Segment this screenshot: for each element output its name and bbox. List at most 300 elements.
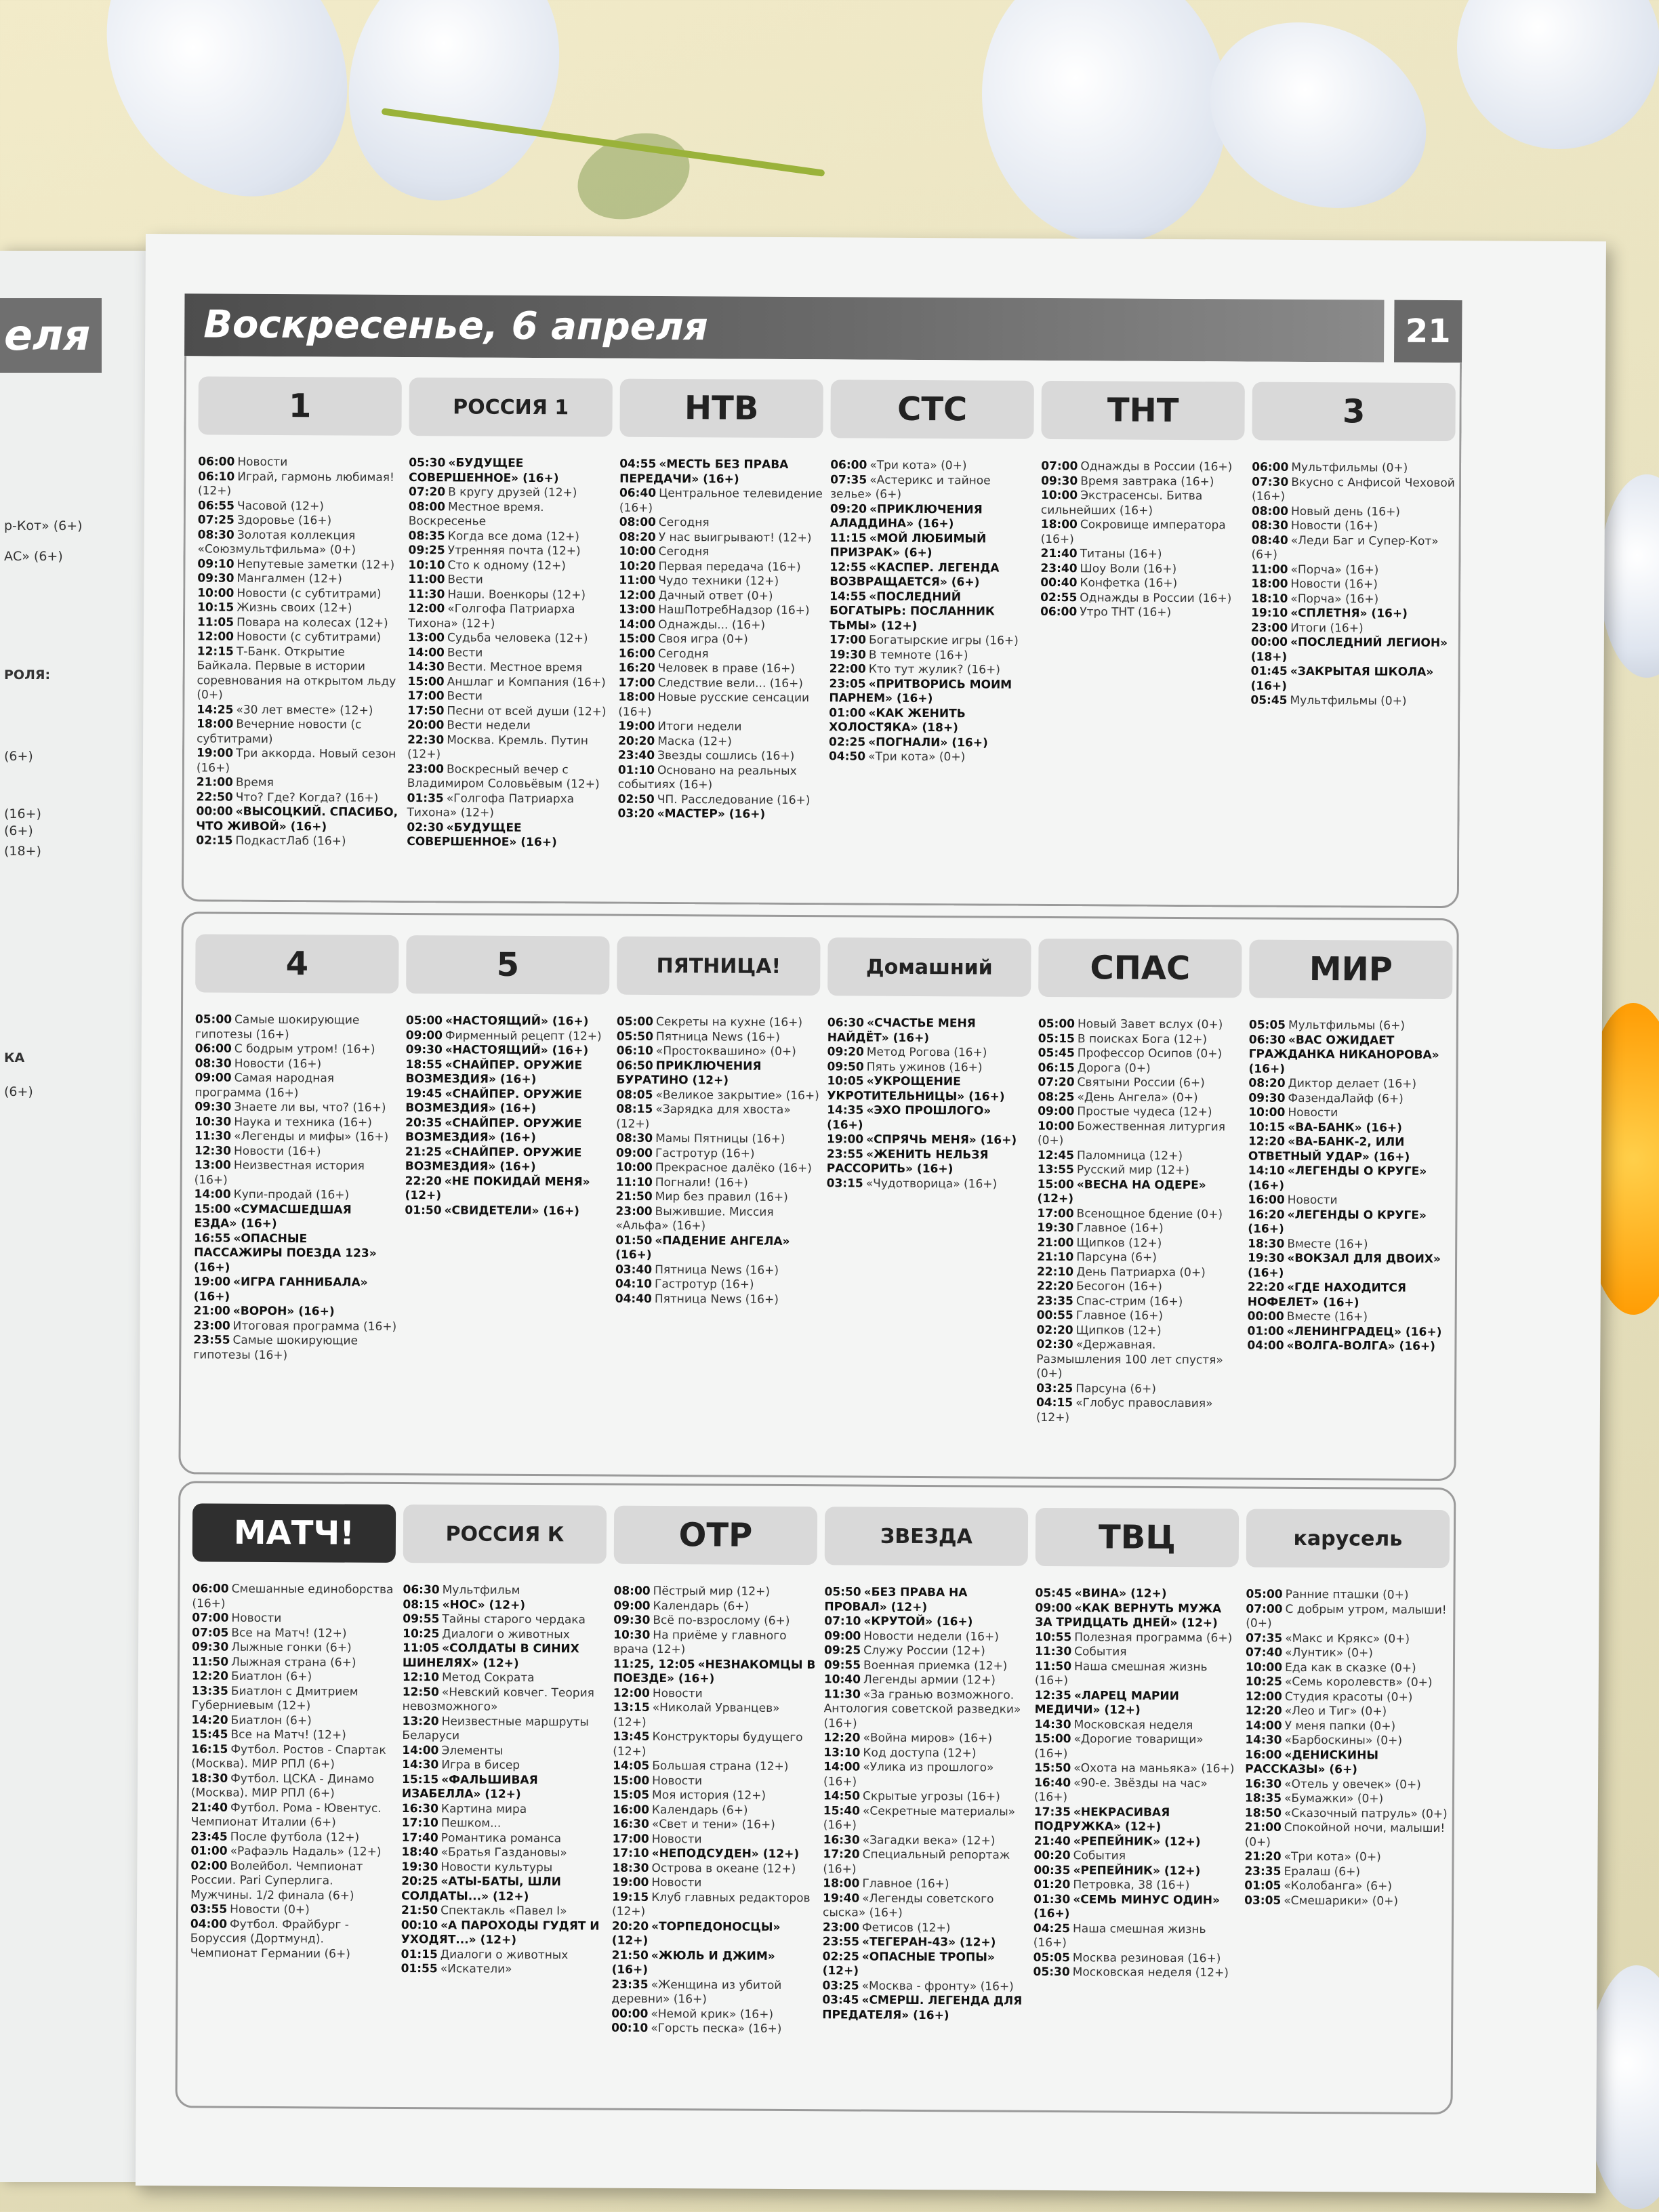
program-time: 01:00 (190, 1844, 228, 1858)
program-title: Вместе (16+) (1287, 1237, 1368, 1251)
program-entry (1246, 1602, 1449, 1633)
program-title: Кто тут жулик? (16+) (868, 662, 1000, 677)
program-title: В темноте (16+) (868, 648, 968, 662)
program-time: 02:30 (1036, 1337, 1073, 1352)
program-entry (1033, 1892, 1237, 1923)
program-title: «МАСТЕР» (16+) (657, 806, 766, 821)
program-title: Итоги (16+) (1290, 621, 1364, 635)
program-title: Легенды армии (12+) (863, 1673, 996, 1687)
program-time: 11:05 (197, 615, 234, 630)
program-title: «РЕПЕЙНИК» (12+) (1073, 1834, 1201, 1849)
program-entry (402, 1831, 605, 1847)
program-entry (1245, 1719, 1448, 1734)
program-title: Судьба человека (12+) (447, 631, 588, 646)
program-title: «БУДУЩЕЕ СОВЕРШЕННОЕ» (16+) (407, 820, 557, 850)
program-title: «ЖЮЛЬ И ДЖИМ» (16+) (611, 1948, 775, 1977)
flower-petal (960, 0, 1249, 263)
program-entry (823, 1935, 1026, 1950)
program-time: 23:35 (1244, 1864, 1282, 1879)
program-time: 18:30 (612, 1861, 649, 1875)
leaf-shape (566, 119, 702, 234)
program-entry (194, 1275, 397, 1305)
program-title: «ОПАСНЫЕ ПАССАЖИРЫ ПОЕЗДА 123» (16+) (193, 1231, 377, 1275)
program-entry (1248, 1237, 1451, 1252)
program-entry (197, 557, 401, 573)
program-time: 14:30 (407, 660, 445, 674)
program-title: Утро ТНТ (16+) (1080, 605, 1172, 619)
program-entry (1041, 489, 1244, 519)
program-entry (1252, 519, 1455, 535)
program-time: 19:30 (401, 1860, 438, 1874)
program-title: Новости (237, 455, 288, 470)
program-time: 11:30 (194, 1129, 232, 1143)
program-time: 16:00 (1245, 1748, 1282, 1762)
program-time: 01:05 (1244, 1879, 1282, 1893)
program-title: Паломница (12+) (1076, 1148, 1183, 1163)
program-title: Сокровище императора (16+) (1040, 518, 1226, 546)
program-title: «СНАЙПЕР. ОРУЖИЕ ВОЗМЕЗДИЯ» (16+) (405, 1057, 583, 1087)
program-entry (1036, 1338, 1240, 1382)
program-title: Новый день (16+) (1290, 504, 1401, 519)
program-time: 11:50 (1034, 1659, 1072, 1673)
program-time: 02:30 (407, 820, 444, 834)
program-time: 16:00 (1248, 1193, 1285, 1207)
program-entry (1038, 1119, 1241, 1149)
channel-column (1247, 940, 1452, 1355)
program-time: 07:10 (824, 1614, 861, 1629)
program-title: Биатлон (6+) (230, 1669, 312, 1684)
program-time: 05:05 (1248, 1018, 1286, 1032)
program-time: 06:00 (198, 455, 235, 469)
program-title: «Бумажки» (0+) (1284, 1791, 1384, 1806)
program-title: Знаете ли вы, что? (16+) (234, 1100, 386, 1115)
program-time: 03:15 (826, 1176, 863, 1191)
program-title: Новости (0+) (230, 1902, 310, 1917)
program-entry (1246, 1689, 1449, 1705)
program-time: 15:00 (407, 674, 445, 689)
program-time: 05:15 (1038, 1031, 1075, 1046)
program-time: 12:15 (197, 644, 234, 659)
program-time: 06:30 (403, 1583, 440, 1597)
program-entry (619, 647, 822, 662)
program-time: 17:00 (829, 633, 867, 647)
left-fragment-text: р-Кот» (6+) (4, 518, 83, 533)
program-entry (194, 1202, 397, 1233)
program-entry (618, 691, 821, 721)
program-title: «СПЛЕТНЯ» (16+) (1290, 606, 1408, 621)
program-title: «ВА-БАНК» (16+) (1288, 1120, 1403, 1135)
program-entry (1246, 1660, 1449, 1676)
program-entry (1245, 1821, 1448, 1851)
program-title: Новости (1287, 1193, 1338, 1208)
program-entry (613, 1686, 817, 1702)
program-entry (190, 1902, 394, 1918)
program-time: 23:40 (617, 748, 655, 762)
program-time: 01:10 (617, 763, 655, 777)
program-entry (408, 602, 611, 632)
program-title: «МЕСТЬ БЕЗ ПРАВА ПЕРЕДАЧИ» (16+) (619, 457, 789, 487)
program-title: «Лео и Тиг» (0+) (1284, 1704, 1387, 1719)
program-entry (405, 1174, 609, 1205)
program-title: Полезная программа (6+) (1074, 1630, 1233, 1645)
program-time: 12:00 (408, 602, 445, 616)
program-time: 16:30 (612, 1817, 649, 1831)
program-title: ЧП. Расследование (16+) (657, 792, 811, 807)
program-entry (407, 675, 611, 691)
program-entry (1246, 1631, 1449, 1647)
program-time: 05:45 (1038, 1046, 1075, 1061)
program-time: 10:05 (827, 1074, 864, 1088)
program-time: 21:25 (405, 1145, 443, 1159)
program-title: «Горсть песка» (16+) (651, 2021, 782, 2036)
program-title: Мангалмен (12+) (237, 571, 342, 586)
program-entry (1248, 1106, 1452, 1122)
program-time: 06:30 (1248, 1033, 1286, 1047)
program-entry (194, 1158, 398, 1189)
program-title: «КРУТОЙ» (16+) (863, 1614, 973, 1629)
program-entry (1245, 1792, 1448, 1807)
program-time: 10:00 (1038, 1119, 1075, 1133)
program-entry (195, 1057, 398, 1072)
program-entry (405, 1058, 609, 1088)
program-time: 09:30 (1041, 474, 1078, 488)
program-title: «ПАДЕНИЕ АНГЕЛА» (16+) (615, 1233, 790, 1262)
program-title: Секреты на кухне (16+) (655, 1015, 803, 1030)
program-entry (192, 1611, 395, 1626)
program-time: 14:00 (402, 1743, 439, 1757)
program-entry (619, 603, 822, 619)
program-entry (1249, 1033, 1452, 1078)
program-title: Мультфильмы (6+) (1288, 1018, 1406, 1033)
program-entry (612, 1861, 815, 1877)
program-title: Все на Матч! (12+) (231, 1626, 347, 1641)
program-time: 07:35 (830, 472, 867, 487)
program-title: Еда как в сказке (0+) (1285, 1660, 1416, 1675)
program-entry (197, 746, 400, 777)
program-time: 08:40 (1251, 533, 1288, 548)
channel-column (1040, 381, 1245, 621)
program-time: 15:00 (1034, 1732, 1071, 1746)
program-entry (1041, 459, 1244, 475)
program-time: 09:00 (1035, 1601, 1072, 1615)
program-time: 18:40 (401, 1845, 438, 1860)
program-time: 19:00 (826, 1132, 864, 1147)
program-time: 18:00 (197, 717, 234, 731)
program-time: 05:45 (1035, 1586, 1072, 1601)
program-time: 12:10 (402, 1671, 440, 1685)
program-title: Время (235, 775, 274, 790)
program-entry (1034, 1717, 1237, 1733)
program-title: Здоровье (16+) (237, 513, 332, 528)
program-entry (619, 516, 823, 531)
program-entry (830, 458, 1033, 474)
program-title: Москва. Кремль. Путин (12+) (407, 733, 588, 762)
program-time: 15:45 (191, 1727, 228, 1742)
channel-logo: ТВЦ (1036, 1508, 1239, 1568)
program-entry (1037, 1206, 1240, 1222)
program-time: 23:55 (822, 1935, 859, 1949)
program-title: «ОПАСНЫЕ ТРОПЫ» (12+) (822, 1950, 995, 1978)
program-time: 12:35 (1034, 1688, 1071, 1702)
program-title: Однажды в России (16+) (1080, 459, 1233, 474)
program-title: «НЕКРАСИВАЯ ПОДРУЖКА» (12+) (1033, 1805, 1170, 1834)
tv-guide-page (136, 234, 1606, 2193)
program-entry (1035, 1645, 1238, 1660)
program-entry (192, 1640, 395, 1656)
program-time: 23:45 (190, 1829, 228, 1844)
program-title: Играй, гармонь любимая! (12+) (197, 470, 394, 498)
program-time: 22:20 (1036, 1279, 1074, 1294)
program-title: Игра в бисер (441, 1758, 520, 1772)
program-entry (613, 1614, 817, 1629)
program-time: 10:10 (408, 558, 445, 572)
program-title: «ВЕСНА НА ОДЕРЕ» (12+) (1037, 1177, 1206, 1206)
program-title: Гастротур (16+) (655, 1146, 755, 1161)
program-entry (1033, 1965, 1237, 1981)
program-title: «Рафаэль Надаль» (12+) (230, 1844, 382, 1859)
program-time: 21:50 (615, 1189, 653, 1204)
program-entry (403, 1627, 606, 1643)
program-entry (403, 1612, 606, 1628)
program-title: Однажды в России (16+) (1080, 590, 1232, 605)
program-entry (829, 677, 1032, 708)
program-entry (192, 1626, 395, 1641)
program-title: Вести недели (447, 718, 531, 733)
program-title: «Свет и тени» (16+) (651, 1817, 775, 1832)
program-title: Пешком... (441, 1816, 501, 1830)
program-entry (612, 1890, 815, 1921)
program-time: 23:55 (193, 1333, 230, 1347)
page-title: Воскресенье, 6 апреля (184, 293, 1384, 362)
program-title: Тайны старого чердака (442, 1612, 586, 1627)
program-title: Новости недели (16+) (863, 1629, 999, 1644)
program-time: 00:00 (1247, 1309, 1284, 1324)
program-title: «ПОСЛЕДНИЙ БОГАТЫРЬ: ПОСЛАННИК ТЬМЫ» (12+) (829, 590, 995, 633)
program-time: 05:05 (1033, 1950, 1070, 1965)
program-title: «ВИНА» (12+) (1074, 1586, 1167, 1601)
program-title: Однажды... (16+) (658, 617, 766, 632)
program-time: 06:10 (198, 469, 235, 484)
program-entry (197, 644, 400, 704)
program-entry (1248, 1135, 1452, 1166)
program-time: 01:00 (829, 705, 866, 720)
program-entry (1040, 576, 1244, 592)
program-title: «ВОРОН» (16+) (232, 1304, 335, 1319)
program-entry (1038, 1105, 1241, 1120)
program-entry (613, 1584, 817, 1600)
program-time: 05:00 (1038, 1017, 1076, 1031)
program-time: 08:35 (408, 529, 445, 543)
program-entry (619, 545, 822, 560)
program-time: 12:00 (613, 1686, 650, 1700)
program-entry (192, 1669, 395, 1685)
program-title: Непутевые заметки (12+) (237, 557, 395, 572)
program-entry (1037, 1309, 1240, 1324)
channel-column (1033, 1508, 1240, 1981)
program-entry (1251, 636, 1454, 666)
program-entry (196, 834, 399, 849)
program-entry (824, 1585, 1027, 1616)
program-entry (823, 1731, 1027, 1746)
program-time: 22:30 (407, 733, 445, 747)
program-entry (197, 775, 400, 791)
program-title: Всё по-взрослому (6+) (653, 1613, 790, 1629)
program-time: 10:00 (615, 1160, 653, 1174)
program-time: 05:00 (194, 1012, 232, 1027)
program-title: Повара на колесах (12+) (237, 615, 388, 630)
program-time: 15:00 (613, 1774, 650, 1788)
program-time: 10:30 (194, 1114, 232, 1129)
program-time: 03:25 (1036, 1381, 1073, 1395)
program-title: Итоги недели (657, 719, 742, 734)
program-time: 07:40 (1246, 1645, 1283, 1660)
program-entry (198, 513, 401, 529)
program-time: 14:00 (618, 617, 656, 632)
program-entry (191, 1830, 394, 1845)
program-title: Сегодня (657, 647, 709, 661)
program-entry (824, 1658, 1027, 1674)
program-time: 19:00 (612, 1875, 649, 1889)
channel-column (401, 1504, 607, 1978)
program-entry (616, 1190, 819, 1206)
channel-column (611, 1506, 817, 2037)
program-entry (829, 735, 1032, 751)
program-entry (615, 1263, 819, 1278)
program-entry (1246, 1588, 1449, 1603)
program-entry (402, 1816, 605, 1832)
program-title: «Колобанга» (6+) (1284, 1879, 1393, 1893)
program-entry (1033, 1950, 1237, 1966)
program-entry (830, 648, 1033, 663)
program-entry (405, 1145, 609, 1176)
program-time: 03:55 (190, 1902, 228, 1917)
program-title: Человек в праве (16+) (657, 661, 796, 676)
program-time: 23:55 (826, 1147, 864, 1162)
channel-logo: СТС (830, 380, 1033, 439)
program-entry (1038, 1148, 1241, 1164)
program-title: Щипков (12+) (1076, 1323, 1162, 1338)
program-time: 19:15 (612, 1890, 649, 1904)
program-title: Петровка, 38 (16+) (1073, 1878, 1190, 1893)
program-entry (616, 1088, 819, 1103)
program-entry (405, 1116, 609, 1147)
program-title: «Секретные материалы» (16+) (823, 1804, 1016, 1832)
program-entry (616, 1132, 819, 1147)
program-entry (824, 1629, 1027, 1645)
program-title: Шоу Воли (16+) (1080, 561, 1177, 576)
program-time: 06:00 (830, 458, 867, 472)
program-entry (827, 1074, 1030, 1105)
program-entry (824, 1643, 1027, 1659)
flower-petal (314, 0, 594, 230)
program-entry (1245, 1806, 1448, 1822)
program-entry (1251, 592, 1454, 607)
program-entry (401, 1904, 605, 1919)
program-time: 01:15 (401, 1947, 438, 1961)
program-entry (827, 1103, 1030, 1134)
program-title: Вести (447, 573, 483, 587)
program-entry (406, 1043, 609, 1059)
program-entry (408, 646, 611, 661)
program-time: 09:50 (827, 1059, 864, 1074)
program-entry (1252, 461, 1455, 476)
program-time: 22:10 (1036, 1265, 1074, 1279)
program-title: Метод Рогова (16+) (866, 1045, 987, 1060)
program-title: Главное (16+) (1076, 1309, 1164, 1323)
program-time: 10:15 (1248, 1120, 1286, 1134)
program-entry (617, 1015, 820, 1031)
program-time: 21:40 (1040, 546, 1078, 561)
program-time: 01:55 (401, 1962, 438, 1976)
program-entry (1035, 1659, 1238, 1689)
program-entry (1248, 1252, 1451, 1282)
program-entry (619, 632, 822, 648)
flower-petal (59, 0, 395, 240)
program-title: Новости (651, 1832, 702, 1846)
program-entry (197, 600, 401, 616)
program-entry (194, 1071, 398, 1101)
program-time: 22:20 (1247, 1280, 1285, 1294)
program-title: Утренняя почта (12+) (447, 544, 581, 558)
program-time: 23:05 (829, 676, 866, 691)
program-entry (1037, 1221, 1240, 1237)
program-time: 18:00 (618, 690, 655, 704)
program-entry (408, 631, 611, 647)
program-entry (190, 1859, 394, 1904)
program-title: Картина мира (441, 1801, 527, 1816)
program-entry (823, 1847, 1026, 1878)
program-time: 04:00 (1247, 1338, 1284, 1353)
program-title: «ГДЕ НАХОДИТСЯ НОФЕЛЕТ» (16+) (1247, 1280, 1407, 1309)
program-title: Дорога (0+) (1077, 1061, 1151, 1076)
program-time: 04:50 (828, 750, 866, 764)
program-title: «ЛАРЕЦ МАРИИ МЕДИЧИ» (12+) (1034, 1688, 1179, 1717)
program-entry (194, 1144, 398, 1160)
program-entry (197, 615, 401, 631)
program-time: 20:35 (405, 1115, 443, 1130)
program-time: 10:40 (823, 1673, 861, 1687)
program-entry (407, 733, 611, 764)
program-title: «РЕПЕЙНИК» (12+) (1073, 1863, 1201, 1878)
program-entry (1246, 1704, 1449, 1720)
program-entry (822, 1979, 1025, 1994)
program-time: 16:30 (1244, 1777, 1282, 1791)
program-title: «ВАС ОЖИДАЕТ ГРАЖДАНКА НИКАНОРОВА» (16+) (1248, 1033, 1439, 1076)
program-time: 04:40 (615, 1292, 652, 1306)
program-time: 04:15 (1036, 1395, 1073, 1410)
program-entry (823, 1891, 1026, 1922)
program-title: Что? Где? Когда? (16+) (235, 790, 379, 805)
program-time: 03:45 (822, 1993, 859, 2007)
program-title: Всенощное бдение (0+) (1076, 1206, 1223, 1221)
program-title: Главное (16+) (862, 1877, 949, 1891)
program-entry (198, 455, 401, 470)
program-title: «АТЫ-БАТЫ, ШЛИ СОЛДАТЫ...» (12+) (401, 1875, 561, 1904)
program-time: 18:00 (1251, 577, 1288, 591)
channel-column (829, 380, 1034, 765)
program-entry (616, 1146, 819, 1162)
program-entry (613, 1774, 816, 1789)
program-entry (1037, 1265, 1240, 1280)
program-title: Время завтрака (16+) (1080, 474, 1214, 489)
program-entry (403, 1641, 606, 1672)
channel-column (1036, 939, 1242, 1427)
left-fragment-text: (16+) (4, 806, 41, 821)
program-entry (824, 1673, 1027, 1688)
program-title: «МОЙ ЛЮБИМЫЙ ПРИЗРАК» (6+) (830, 531, 987, 560)
program-time: 09:30 (192, 1640, 229, 1654)
program-time: 07:20 (1038, 1075, 1075, 1090)
